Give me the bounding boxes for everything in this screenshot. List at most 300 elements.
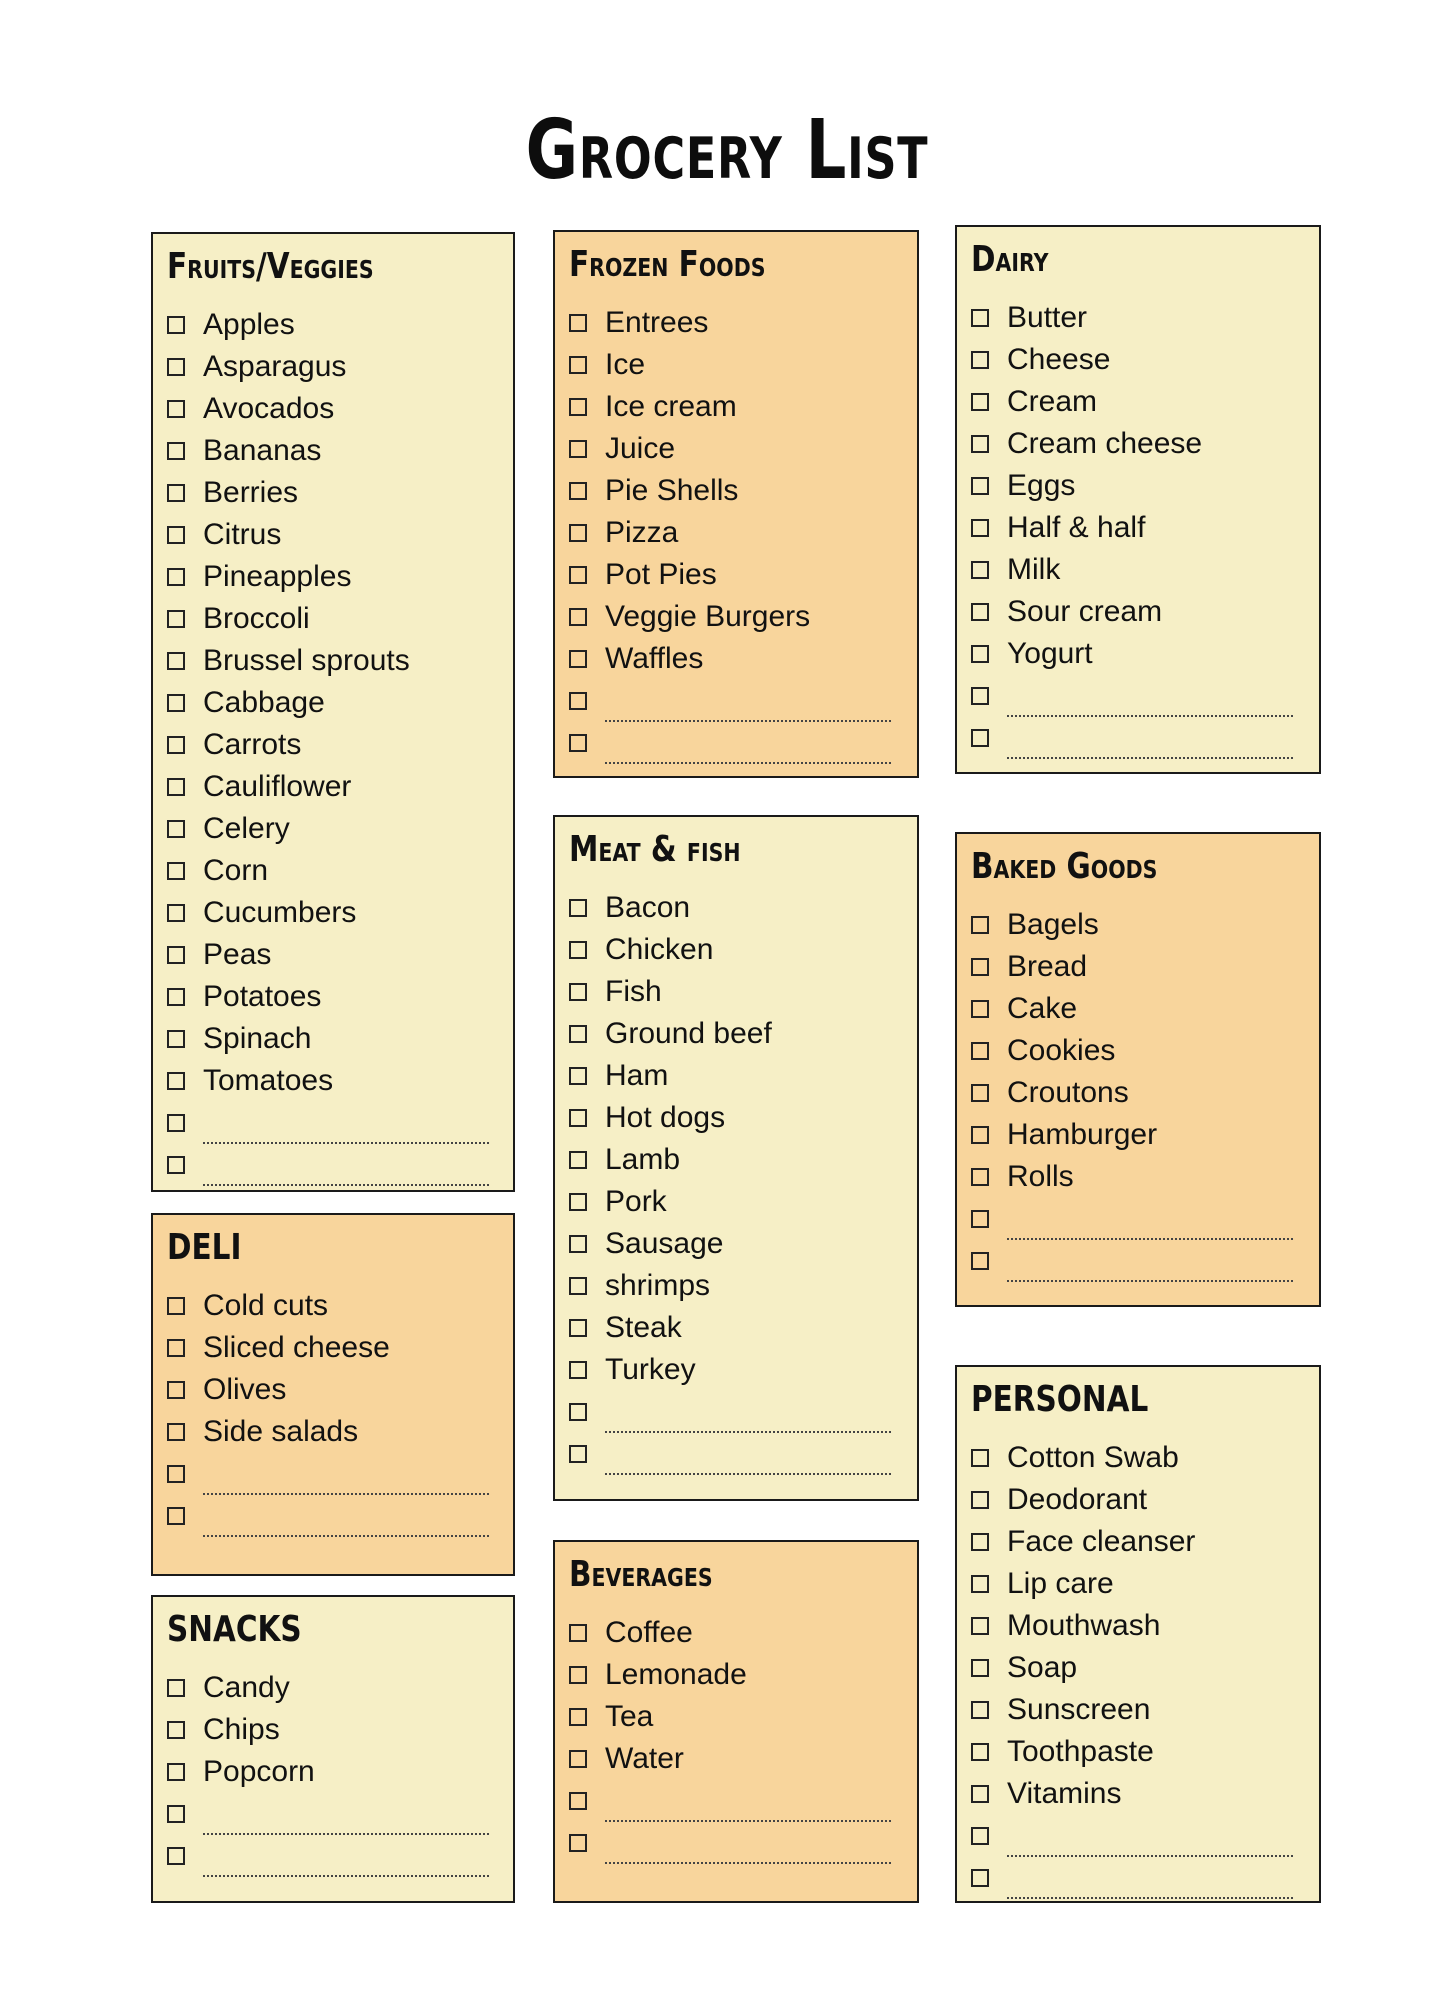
list-item [971,297,1319,339]
list-item [971,1437,1319,1479]
write-in-line[interactable] [203,1463,489,1495]
checkbox[interactable] [569,1361,587,1379]
checkbox[interactable] [971,687,989,705]
checkbox[interactable] [167,778,185,796]
list-item [167,934,513,976]
item-label: Olives [203,1372,287,1406]
section-snacks [151,1595,515,1903]
item-label: Bread [1007,949,1088,983]
write-in-line[interactable] [605,1443,891,1475]
list-item [569,596,917,638]
checkbox[interactable] [569,314,587,332]
item-label: Veggie Burgers [605,599,811,633]
list-item [569,971,917,1013]
checkbox[interactable] [971,519,989,537]
item-label: Berries [203,475,299,509]
item-label: Chicken [605,932,714,966]
checkbox[interactable] [167,1763,185,1781]
section-baked-goods [955,832,1321,1307]
list-item [167,640,513,682]
blank-item [569,1780,917,1822]
item-label: Cabbage [203,685,325,719]
blank-item [569,722,917,764]
write-in-line[interactable] [605,732,891,764]
list-item [569,1654,917,1696]
item-label: Deodorant [1007,1482,1148,1516]
list-item [569,1139,917,1181]
checkbox[interactable] [167,1114,185,1132]
list-item [971,423,1319,465]
list-item [167,682,513,724]
checkbox[interactable] [569,566,587,584]
list-item [971,988,1319,1030]
list-item [971,465,1319,507]
item-label: Soap [1007,1650,1078,1684]
checkbox[interactable] [167,1507,185,1525]
section-heading: DELI [167,1227,242,1268]
section-dairy [955,225,1321,774]
item-label: Carrots [203,727,302,761]
blank-item [167,1102,513,1144]
list-item [971,1030,1319,1072]
item-label: Lip care [1007,1566,1114,1600]
checkbox[interactable] [971,1491,989,1509]
item-label: Tomatoes [203,1063,334,1097]
item-label: Celery [203,811,290,845]
list-item [569,1013,917,1055]
checkbox[interactable] [569,1067,587,1085]
section-personal [955,1365,1321,1903]
checkbox[interactable] [971,916,989,934]
write-in-line[interactable] [203,1803,489,1835]
checkbox[interactable] [569,1235,587,1253]
checkbox[interactable] [167,568,185,586]
checkbox[interactable] [569,1109,587,1127]
checkbox[interactable] [971,1449,989,1467]
section-heading: Frozen Foods [569,244,766,285]
list-item [971,1647,1319,1689]
checkbox[interactable] [569,1708,587,1726]
list-item [569,1696,917,1738]
blank-item [971,1815,1319,1857]
list-item [167,808,513,850]
list-item [167,1018,513,1060]
write-in-line[interactable] [605,1401,891,1433]
item-label: Rolls [1007,1159,1074,1193]
list-item [569,512,917,554]
blank-item [167,1793,513,1835]
blank-item [971,1198,1319,1240]
item-label: Hamburger [1007,1117,1158,1151]
write-in-line[interactable] [1007,1208,1293,1240]
checkbox[interactable] [167,1423,185,1441]
list-item [569,554,917,596]
checkbox[interactable] [167,736,185,754]
item-label: Cheese [1007,342,1111,376]
section-heading: Beverages [569,1554,713,1595]
item-label: Sour cream [1007,594,1163,628]
item-label: Ice [605,347,646,381]
item-label: Juice [605,431,676,465]
list-item [971,591,1319,633]
checkbox[interactable] [167,316,185,334]
list-item [971,633,1319,675]
checkbox[interactable] [569,1403,587,1421]
checkbox[interactable] [569,899,587,917]
list-item [167,556,513,598]
checkbox[interactable] [167,358,185,376]
checkbox[interactable] [167,652,185,670]
list-item [971,1156,1319,1198]
checkbox[interactable] [971,1084,989,1102]
list-item [569,302,917,344]
item-label: Bagels [1007,907,1099,941]
blank-item [167,1453,513,1495]
checkbox[interactable] [569,1193,587,1211]
list-item [167,598,513,640]
checkbox[interactable] [569,1151,587,1169]
checkbox[interactable] [167,694,185,712]
item-label: Cream [1007,384,1098,418]
checkbox[interactable] [569,1666,587,1684]
item-label: Bacon [605,890,691,924]
item-label: Potatoes [203,979,322,1013]
list-item [569,428,917,470]
checkbox[interactable] [971,1701,989,1719]
checkbox[interactable] [971,1827,989,1845]
checkbox[interactable] [167,1156,185,1174]
checkbox[interactable] [167,400,185,418]
write-in-line[interactable] [1007,1250,1293,1282]
item-label: Pineapples [203,559,352,593]
checkbox[interactable] [167,1297,185,1315]
list-item [971,339,1319,381]
item-label: Croutons [1007,1075,1129,1109]
list-item [971,1689,1319,1731]
checkbox[interactable] [569,608,587,626]
checkbox[interactable] [971,1785,989,1803]
checkbox[interactable] [971,1659,989,1677]
list-item [569,1612,917,1654]
item-label: Asparagus [203,349,347,383]
list-item [569,929,917,971]
item-label: Lemonade [605,1657,747,1691]
list-item [167,388,513,430]
section-heading: Meat & fish [569,829,741,870]
write-in-line[interactable] [203,1154,489,1186]
item-label: Steak [605,1310,682,1344]
checkbox[interactable] [971,1575,989,1593]
blank-item [569,1391,917,1433]
list-item [167,1285,513,1327]
checkbox[interactable] [167,610,185,628]
blank-item [569,1433,917,1475]
checkbox[interactable] [167,904,185,922]
item-label: Tea [605,1699,654,1733]
list-item [971,507,1319,549]
list-item [167,346,513,388]
item-label: Sunscreen [1007,1692,1151,1726]
item-label: Turkey [605,1352,696,1386]
checkbox[interactable] [971,1210,989,1228]
item-label: Side salads [203,1414,359,1448]
item-label: Bananas [203,433,322,467]
item-label: Broccoli [203,601,310,635]
checkbox[interactable] [971,1743,989,1761]
checkbox[interactable] [569,983,587,1001]
list-item [971,904,1319,946]
checkbox[interactable] [167,484,185,502]
list-item [971,1114,1319,1156]
blank-item [167,1144,513,1186]
checkbox[interactable] [971,351,989,369]
checkbox[interactable] [167,988,185,1006]
list-item [569,1223,917,1265]
write-in-line[interactable] [1007,727,1293,759]
blank-item [971,717,1319,759]
item-label: Ice cream [605,389,737,423]
item-label: Cauliflower [203,769,352,803]
list-item [167,1709,513,1751]
item-label: Brussel sprouts [203,643,410,677]
checkbox[interactable] [569,440,587,458]
section-heading: Dairy [971,239,1049,280]
checkbox[interactable] [971,958,989,976]
checkbox[interactable] [167,946,185,964]
checkbox[interactable] [971,603,989,621]
item-label: Cotton Swab [1007,1440,1179,1474]
checkbox[interactable] [971,1617,989,1635]
list-item [167,1060,513,1102]
list-item [569,1307,917,1349]
blank-item [971,1240,1319,1282]
item-label: Chips [203,1712,280,1746]
checkbox[interactable] [971,477,989,495]
item-label: shrimps [605,1268,711,1302]
item-label: Sausage [605,1226,724,1260]
list-item [569,1181,917,1223]
item-label: Cake [1007,991,1078,1025]
checkbox[interactable] [167,820,185,838]
list-item [569,386,917,428]
section-fruits-veggies [151,232,515,1192]
checkbox[interactable] [167,1030,185,1048]
checkbox[interactable] [569,1624,587,1642]
item-label: Entrees [605,305,709,339]
list-item [971,1731,1319,1773]
list-item [971,1773,1319,1815]
item-label: Pizza [605,515,679,549]
item-label: Butter [1007,300,1088,334]
section-heading: Fruits/Veggies [167,246,374,287]
checkbox[interactable] [971,729,989,747]
checkbox[interactable] [167,1679,185,1697]
checkbox[interactable] [167,1339,185,1357]
checkbox[interactable] [971,1168,989,1186]
section-heading: Baked Goods [971,846,1158,887]
checkbox[interactable] [167,1805,185,1823]
item-label: Apples [203,307,295,341]
list-item [167,1667,513,1709]
item-label: Cream cheese [1007,426,1203,460]
checkbox[interactable] [569,356,587,374]
item-label: Hot dogs [605,1100,726,1134]
checkbox[interactable] [167,1072,185,1090]
checkbox[interactable] [569,734,587,752]
list-item [167,724,513,766]
checkbox[interactable] [569,398,587,416]
list-item [167,514,513,556]
write-in-line[interactable] [605,1832,891,1864]
list-item [569,887,917,929]
write-in-line[interactable] [1007,1867,1293,1899]
checkbox[interactable] [971,1869,989,1887]
write-in-line[interactable] [1007,1825,1293,1857]
checkbox[interactable] [971,561,989,579]
blank-item [569,1822,917,1864]
item-label: Peas [203,937,272,971]
checkbox[interactable] [971,645,989,663]
checkbox[interactable] [167,1381,185,1399]
checkbox[interactable] [167,862,185,880]
item-label: Yogurt [1007,636,1093,670]
list-item [167,1369,513,1411]
list-item [167,1411,513,1453]
item-label: Half & half [1007,510,1146,544]
checkbox[interactable] [167,442,185,460]
list-item [167,892,513,934]
checkbox[interactable] [569,1025,587,1043]
list-item [167,976,513,1018]
blank-item [569,680,917,722]
checkbox[interactable] [167,1847,185,1865]
list-item [167,304,513,346]
item-label: Fish [605,974,662,1008]
item-label: Ground beef [605,1016,772,1050]
item-label: Spinach [203,1021,312,1055]
checkbox[interactable] [971,309,989,327]
item-label: Ham [605,1058,669,1092]
list-item [167,472,513,514]
item-label: Pork [605,1184,667,1218]
item-label: Sliced cheese [203,1330,390,1364]
write-in-line[interactable] [1007,685,1293,717]
section-frozen-foods [553,230,919,778]
list-item [971,1072,1319,1114]
write-in-line[interactable] [203,1112,489,1144]
list-item [167,1751,513,1793]
checkbox[interactable] [971,1533,989,1551]
item-label: Pot Pies [605,557,717,591]
list-item [971,1605,1319,1647]
item-label: Cookies [1007,1033,1116,1067]
checkbox[interactable] [167,1465,185,1483]
blank-item [167,1835,513,1877]
list-item [971,1479,1319,1521]
item-label: Mouthwash [1007,1608,1161,1642]
item-label: Avocados [203,391,335,425]
item-label: Popcorn [203,1754,315,1788]
checkbox[interactable] [569,1834,587,1852]
list-item [569,1055,917,1097]
write-in-line[interactable] [605,690,891,722]
checkbox[interactable] [569,1319,587,1337]
list-item [569,344,917,386]
section-meat-fish [553,815,919,1501]
list-item [971,1521,1319,1563]
list-item [167,766,513,808]
section-heading: SNACKS [167,1609,302,1650]
blank-item [971,1857,1319,1899]
page-title: Grocery List [525,103,929,198]
section-heading: PERSONAL [971,1379,1149,1420]
item-label: Face cleanser [1007,1524,1196,1558]
list-item [167,430,513,472]
list-item [569,1738,917,1780]
list-item [569,638,917,680]
section-beverages [553,1540,919,1903]
checkbox[interactable] [569,692,587,710]
item-label: Eggs [1007,468,1076,502]
list-item [971,381,1319,423]
section-deli [151,1213,515,1576]
checkbox[interactable] [569,482,587,500]
checkbox[interactable] [569,650,587,668]
list-item [569,1349,917,1391]
write-in-line[interactable] [203,1505,489,1537]
list-item [569,470,917,512]
checkbox[interactable] [167,1721,185,1739]
item-label: Citrus [203,517,282,551]
item-label: Coffee [605,1615,693,1649]
checkbox[interactable] [971,393,989,411]
checkbox[interactable] [971,1252,989,1270]
item-label: Pie Shells [605,473,739,507]
checkbox[interactable] [569,1277,587,1295]
checkbox[interactable] [569,524,587,542]
checkbox[interactable] [971,1042,989,1060]
list-item [569,1097,917,1139]
checkbox[interactable] [971,1000,989,1018]
list-item [971,946,1319,988]
item-label: Cucumbers [203,895,357,929]
write-in-line[interactable] [203,1845,489,1877]
checkbox[interactable] [569,1792,587,1810]
list-item [971,1563,1319,1605]
list-item [971,549,1319,591]
item-label: Cold cuts [203,1288,329,1322]
checkbox[interactable] [971,435,989,453]
checkbox[interactable] [569,1445,587,1463]
list-item [167,1327,513,1369]
checkbox[interactable] [971,1126,989,1144]
write-in-line[interactable] [605,1790,891,1822]
blank-item [167,1495,513,1537]
item-label: Candy [203,1670,290,1704]
checkbox[interactable] [569,1750,587,1768]
checkbox[interactable] [167,526,185,544]
list-item [167,850,513,892]
item-label: Vitamins [1007,1776,1122,1810]
item-label: Lamb [605,1142,681,1176]
item-label: Milk [1007,552,1061,586]
item-label: Corn [203,853,269,887]
blank-item [971,675,1319,717]
checkbox[interactable] [569,941,587,959]
list-item [569,1265,917,1307]
item-label: Water [605,1741,684,1775]
item-label: Waffles [605,641,704,675]
